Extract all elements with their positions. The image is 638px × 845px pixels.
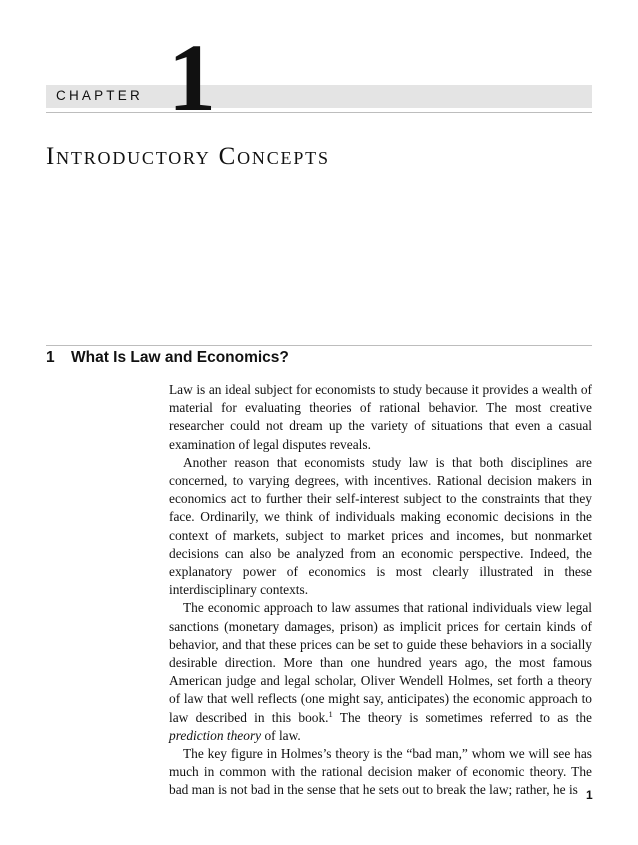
section-rule: [46, 345, 592, 346]
paragraph: Another reason that economists study law is that both disciplines are concerned, to varying degrees, with incentives. Rational decision makers in economics act to further their self-interest subject to the constraints that they face. Ordinarily, we think of individuals making economic decisions in the context of markets, subject to market prices and incomes, but nonmarket decisions can also be analyzed from an economic perspective. Indeed, the explanatory power of economics is most clearly illustrated in these interdisciplinary contexts.: [169, 454, 592, 598]
section-title: What Is Law and Economics?: [71, 349, 289, 366]
chapter-number: 1: [168, 24, 216, 131]
chapter-title: Introductory Concepts: [46, 143, 330, 170]
paragraph-text: The economic approach to law assumes that rational individuals view legal sanctions (monetary damages, prison) as implicit prices for certain kinds of behavior, and that these prices can be set to guide these behaviors in a socially desirable direction. More than one hundred years ago, the most famous American judge and legal scholar, Oliver Wendell Holmes, set forth a theory of law that well reflects (one might say, anticipates) the economic approach to law described in this book.: [169, 600, 592, 725]
paragraph: The key figure in Holmes’s theory is the “bad man,” whom we will see has much in common with the rational decision maker of economic theory. The bad man is not bad in the sense that he sets out to break the law; rather, he is: [169, 746, 592, 798]
paragraph: [169, 599, 592, 745]
body-text: [169, 381, 592, 800]
section-number: 1: [46, 349, 55, 366]
paragraph-text: The theory is sometimes referred to as the: [332, 709, 592, 725]
chapter-bar: [46, 85, 592, 108]
chapter-rule: [46, 112, 592, 113]
section-heading: [46, 349, 289, 367]
paragraph: Law is an ideal subject for economists to study because it provides a wealth of material for evaluating theories of rational behavior. The most creative researcher could not dream up the variety of situations that even a casual examination of legal disputes reveals.: [169, 382, 592, 452]
chapter-label: CHAPTER: [56, 88, 143, 103]
paragraph-text: of law.: [261, 727, 301, 743]
footnote-marker[interactable]: 1: [328, 708, 333, 719]
page-number: 1: [586, 788, 593, 802]
emphasis-term: prediction theory: [169, 727, 262, 743]
